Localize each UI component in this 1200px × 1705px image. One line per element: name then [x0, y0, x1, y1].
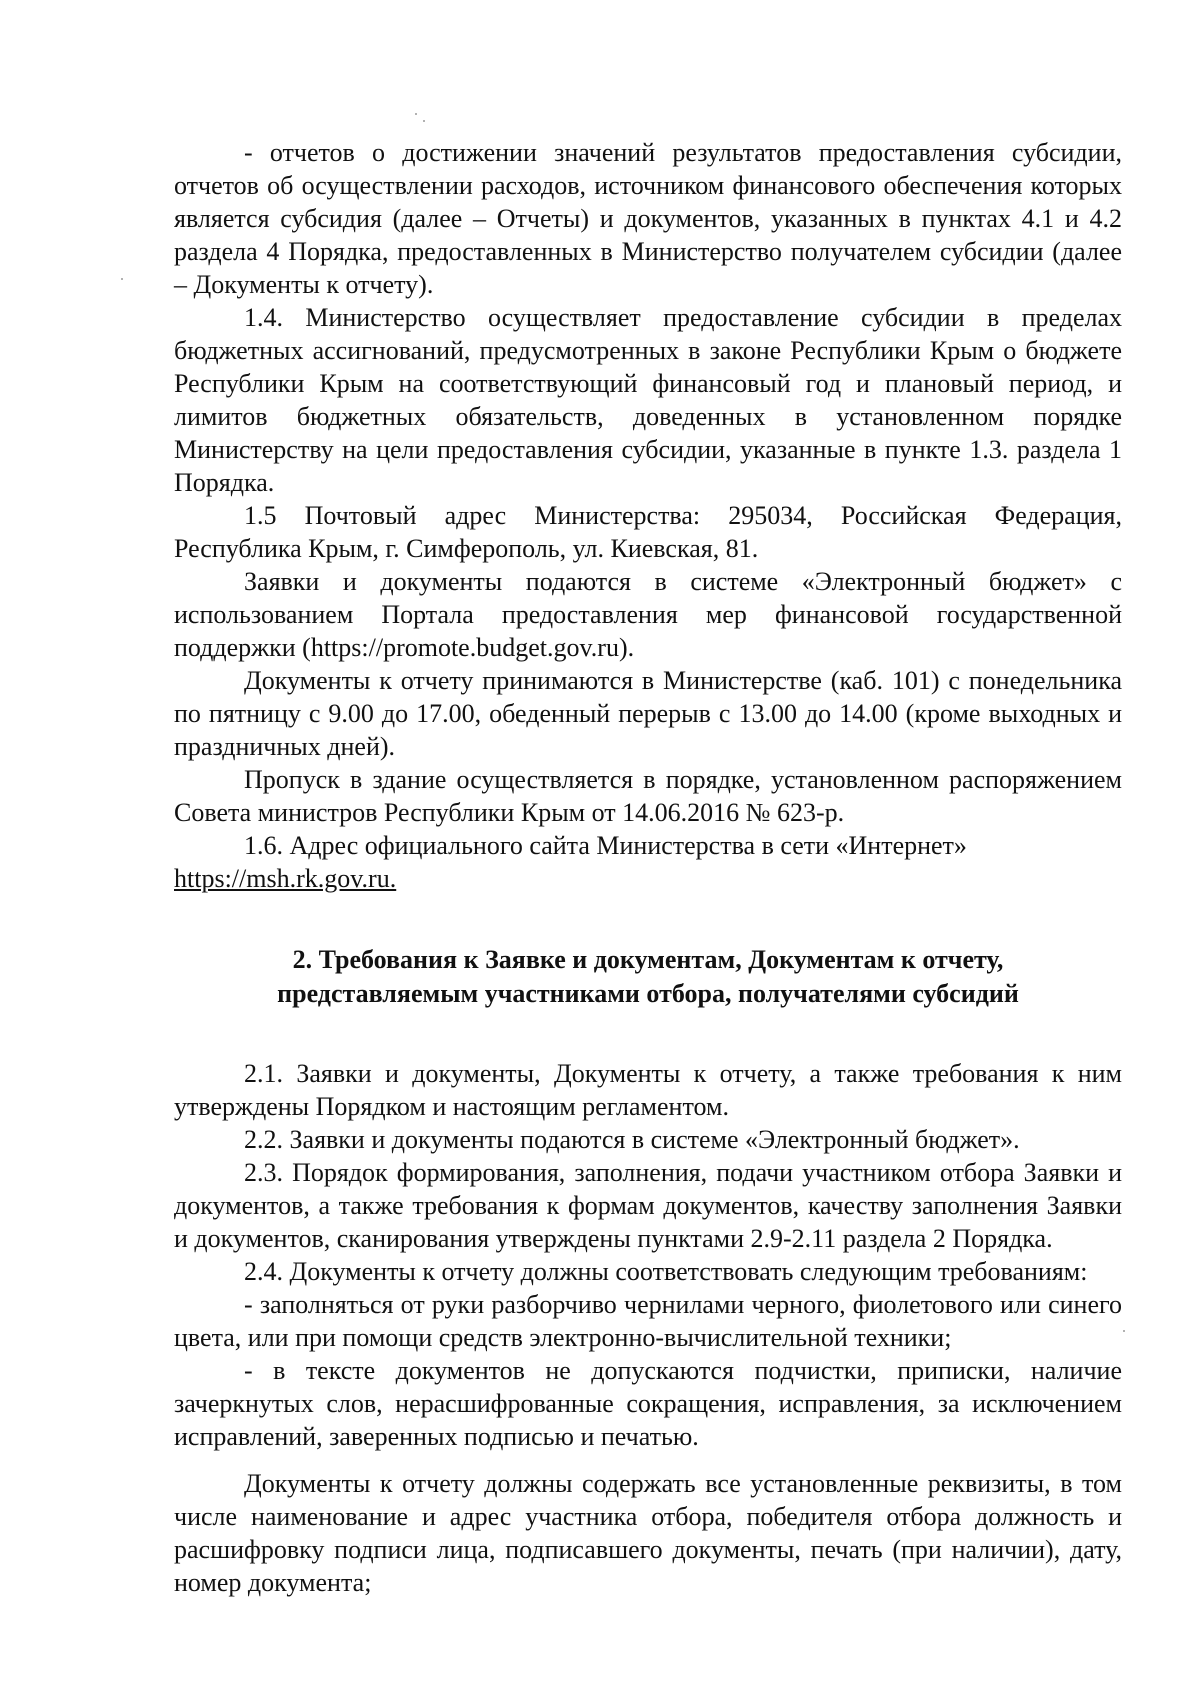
paragraph-building-access: Пропуск в здание осуществляется в порядке, установленном распоряжением Совета министров Республики Крым от 14.06.2016 № 623-р. — [174, 765, 1122, 827]
scan-speck — [423, 120, 425, 122]
paragraph-2-2: 2.2. Заявки и документы подаются в системе «Электронный бюджет». — [244, 1125, 1020, 1154]
paragraph-site-url — [174, 862, 1122, 895]
paragraph-reception-hours: Документы к отчету принимаются в Министерстве (каб. 101) с понедельника по пятницу с 9.00 до 17.00, обеденный перерыв с 13.00 до 14.00 (кроме выходных и праздничных дней). — [174, 666, 1122, 761]
paragraph-gap — [174, 1453, 1122, 1467]
paragraph-2-4: 2.4. Документы к отчету должны соответствовать следующим требованиям: — [244, 1257, 1088, 1286]
paragraph-1-4: 1.4. Министерство осуществляет предоставление субсидии в пределах бюджетных ассигнований, предусмотренных в законе Республики Крым о бюджете Республики Крым на соответствующий финансовый год и плановый период, и лимитов бюджетных обязательств, доведенных в установленном порядке Министерству на цели предоставления субсидии, указанные в пункте 1.3. раздела 1 Порядка. — [174, 303, 1122, 497]
site-url-link[interactable]: https://msh.rk.gov.ru. — [174, 864, 397, 893]
scan-speck — [121, 278, 123, 280]
paragraph-1-6-website: 1.6. Адрес официального сайта Министерства в сети «Интернет» — [244, 831, 967, 860]
heading-line-1: 2. Требования к Заявке и документам, Документам к отчету, — [292, 945, 1004, 974]
scan-speck — [1123, 1330, 1125, 1332]
paragraph-fill-requirement: - заполняться от руки разборчиво чернилами черного, фиолетового или синего цвета, или при помощи средств электронно-вычислительной техники; — [174, 1290, 1122, 1352]
paragraph-2-3: 2.3. Порядок формирования, заполнения, подачи участником отбора Заявки и документов, а также требования к формам документов, качеству заполнения Заявки и документов, сканирования утверждены пунктами 2.9-2.11 раздела 2 Порядка. — [174, 1158, 1122, 1253]
paragraph-1-5-address: 1.5 Почтовый адрес Министерства: 295034, Российская Федерация, Республика Крым, г. Симферополь, ул. Киевская, 81. — [174, 501, 1122, 563]
document-body — [174, 136, 1122, 1599]
scan-speck — [415, 113, 417, 115]
paragraph-applications-portal: Заявки и документы подаются в системе «Электронный бюджет» с использованием Портала предоставления мер финансовой государственной поддержки (https://promote.budget.gov.ru). — [174, 567, 1122, 662]
heading-line-2: представляемым участниками отбора, получателями субсидий — [277, 979, 1019, 1008]
paragraph-required-details: Документы к отчету должны содержать все установленные реквизиты, в том числе наименование и адрес участника отбора, победителя отбора должность и расшифровку подписи лица, подписавшего документы, печать (при наличии), дату, номер документа; — [174, 1469, 1122, 1597]
paragraph-no-corrections: - в тексте документов не допускаются подчистки, приписки, наличие зачеркнутых слов, нерасшифрованные сокращения, исправления, за исключением исправлений, заверенных подписью и печатью. — [174, 1356, 1122, 1451]
paragraph-reports-list: - отчетов о достижении значений результатов предоставления субсидии, отчетов об осуществлении расходов, источником финансового обеспечения которых является субсидия (далее – Отчеты) и документов, указанных в пунктах 4.1 и 4.2 раздела 4 Порядка, предоставленных в Министерство получателем субсидии (далее – Документы к отчету). — [174, 138, 1122, 299]
paragraph-2-1: 2.1. Заявки и документы, Документы к отчету, а также требования к ним утверждены Порядком и настоящим регламентом. — [174, 1059, 1122, 1121]
section-2-heading — [174, 943, 1122, 1011]
